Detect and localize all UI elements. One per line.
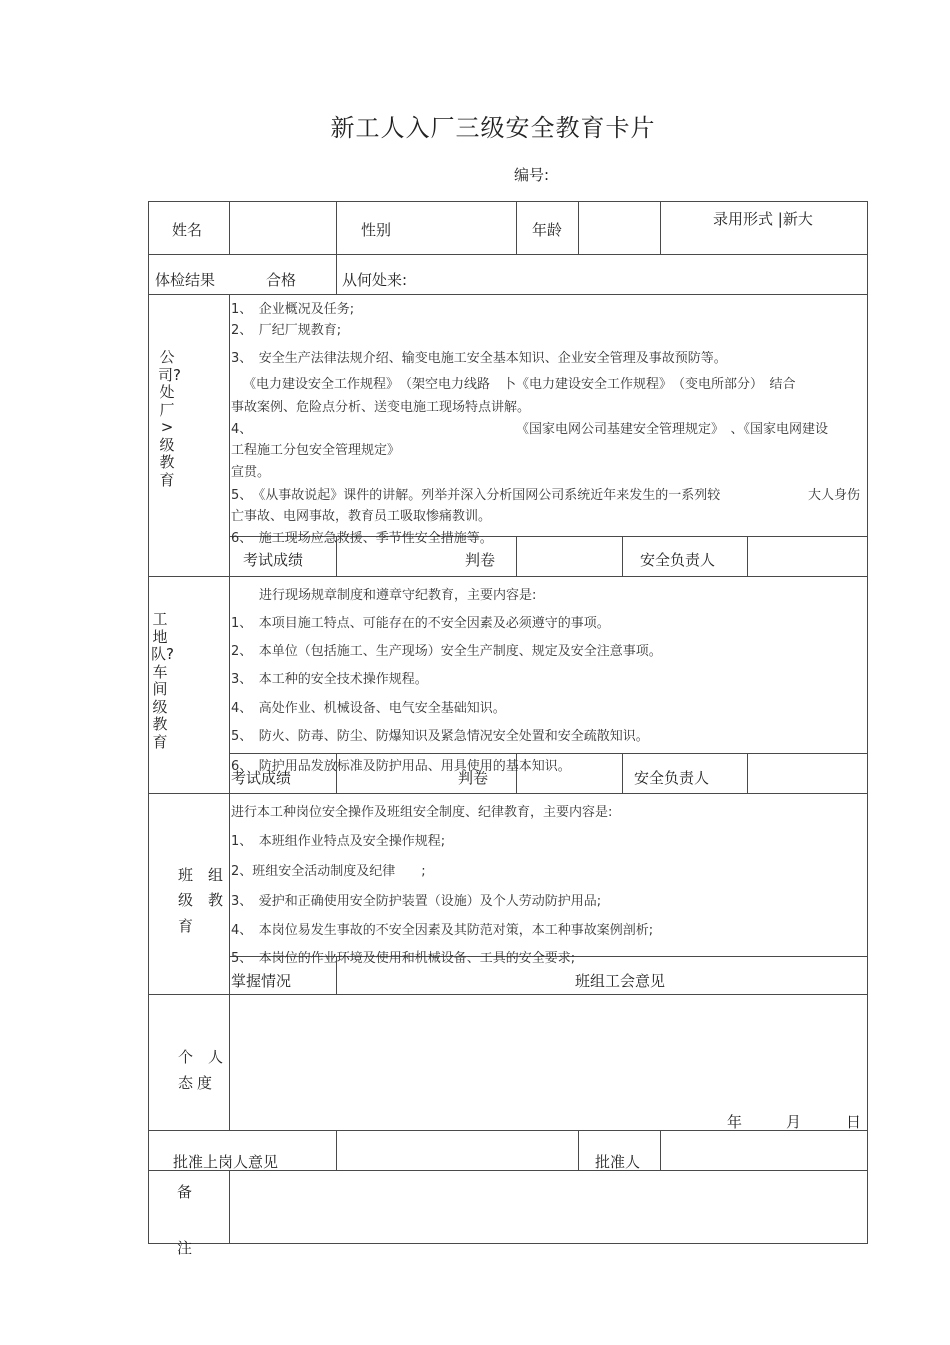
attitude-label-2: 态度 xyxy=(178,1074,217,1092)
site-officer-field[interactable] xyxy=(749,756,865,791)
team-intro: 进行本工种岗位安全操作及班组安全制度、纪律教育，主要内容是: xyxy=(231,805,613,820)
company-item-3-cont2: 事故案例、危险点分析、送变电施工现场特点讲解。 xyxy=(231,400,531,415)
team-level-label-2: 级 教 xyxy=(178,891,224,909)
date-month-label: 月 xyxy=(786,1113,802,1131)
name-field[interactable] xyxy=(231,204,334,252)
remark-label-1: 备 xyxy=(177,1183,193,1201)
site-item-2: 2、 本单位（包括施工、生产现场）安全生产制度、规定及安全注意事项。 xyxy=(231,644,662,659)
company-item-5: 5、 《从事故说起》课件的讲解。列举并深入分析国网公司系统近年来发生的一系列较 xyxy=(231,488,721,503)
date-year-label: 年 xyxy=(727,1113,743,1131)
company-item-4: 《国家电网公司基建安全管理规定》 、《国家电网建设 xyxy=(516,422,829,437)
company-item-1: 1、 企业概况及任务; xyxy=(231,302,355,317)
team-item-2: 2、班组安全活动制度及纪律 ; xyxy=(231,864,426,879)
team-level-label-3: 育 xyxy=(178,917,194,935)
team-level-label-1: 班 组 xyxy=(178,866,224,884)
site-item-5: 5、 防火、防毒、防尘、防爆知识及紧急情况安全处置和安全疏散知识。 xyxy=(231,729,649,744)
approval-opinion-field[interactable] xyxy=(338,1133,576,1168)
company-item-3: 3、 安全生产法律法规介绍、输变电施工安全基本知识、企业安全管理及事故预防等。 xyxy=(231,351,727,366)
site-item-3: 3、 本工种的安全技术操作规程。 xyxy=(231,672,428,687)
gender-field[interactable] xyxy=(411,204,514,252)
site-item-1: 1、 本项目施工特点、可能存在的不安全因素及必须遵守的事项。 xyxy=(231,616,610,631)
site-level-label: 工地队?车间级教育 xyxy=(151,610,174,751)
gender-label: 性别 xyxy=(361,221,392,239)
site-exam-label: 考试成绩 xyxy=(231,769,292,787)
company-officer-label: 安全负责人 xyxy=(640,551,716,569)
remark-field[interactable] xyxy=(231,1173,865,1241)
site-item-4: 4、 高处作业、机械设备、电气安全基础知识。 xyxy=(231,701,506,716)
company-item-3-cont: 《电力建设安全工作规程》 （架空电力线路 卜《电力建设安全工作规程》 （变电所部分） 结合 xyxy=(243,377,796,392)
company-item-6: 6、 施工现场应急救援、季节性安全措施等。 xyxy=(231,531,493,546)
company-item-2: 2、 厂纪厂规教育; xyxy=(231,323,342,338)
company-review-label: 判卷 xyxy=(465,551,496,569)
approver-label: 批准人 xyxy=(595,1153,641,1171)
company-item-4-cont: 工程施工分包安全管理规定》 xyxy=(231,443,401,458)
team-item-3: 3、 爱护和正确使用安全防护装置（设施）及个人劳动防护用品; xyxy=(231,894,602,909)
company-item-4-cont2: 宣贯。 xyxy=(231,465,271,480)
attitude-field[interactable] xyxy=(231,997,865,1097)
site-review-label: 判卷 xyxy=(458,769,489,787)
team-item-5: 5、 本岗位的作业环境及使用和机械设备、工具的安全要求; xyxy=(231,951,576,966)
serial-number-label: 编号: xyxy=(514,166,550,184)
age-label: 年龄 xyxy=(532,221,563,239)
name-label: 姓名 xyxy=(172,221,203,239)
hire-type-label: 录用形式 |新大 xyxy=(713,210,813,228)
origin-field[interactable] xyxy=(420,257,865,292)
remark-label-2: 注 xyxy=(177,1239,193,1257)
site-officer-label: 安全负责人 xyxy=(634,769,710,787)
attitude-label-1: 个 人 xyxy=(178,1048,224,1066)
approver-field[interactable] xyxy=(662,1133,865,1168)
company-exam-label: 考试成绩 xyxy=(243,551,304,569)
team-item-1: 1、 本班组作业特点及安全操作规程; xyxy=(231,834,446,849)
age-field[interactable] xyxy=(580,204,658,252)
site-review-field[interactable] xyxy=(518,756,620,791)
site-item-6: 6、 防护用品发放标准及防护用品、用具使用的基本知识。 xyxy=(231,759,571,774)
company-item-5-tail: 大人身伤 xyxy=(808,488,861,503)
page-title: 新工人入厂三级安全教育卡片 xyxy=(330,114,656,142)
team-item-4: 4、 本岗位易发生事故的不安全因素及其防范对策，本工种事故案例剖析; xyxy=(231,923,654,938)
approval-opinion-label: 批准上岗人意见 xyxy=(173,1153,279,1171)
health-check-value: 合格 xyxy=(266,271,297,289)
origin-label: 从何处来: xyxy=(342,271,408,289)
health-check-label: 体检结果 xyxy=(155,271,216,289)
company-item-5-cont: 亡事故、电网事故，教育员工吸取惨痛教训。 xyxy=(231,509,492,524)
date-day-label: 日 xyxy=(846,1113,862,1131)
site-intro: 进行现场规章制度和遵章守纪教育，主要内容是: xyxy=(259,588,537,603)
company-officer-field[interactable] xyxy=(749,539,865,574)
union-opinion-label: 班组工会意见 xyxy=(575,972,666,990)
company-review-field[interactable] xyxy=(518,539,620,574)
company-level-label: 公司?处厂>级教育 xyxy=(158,348,181,489)
mastery-label: 掌握情况 xyxy=(231,972,292,990)
company-item-4-num: 4、 xyxy=(231,422,253,437)
